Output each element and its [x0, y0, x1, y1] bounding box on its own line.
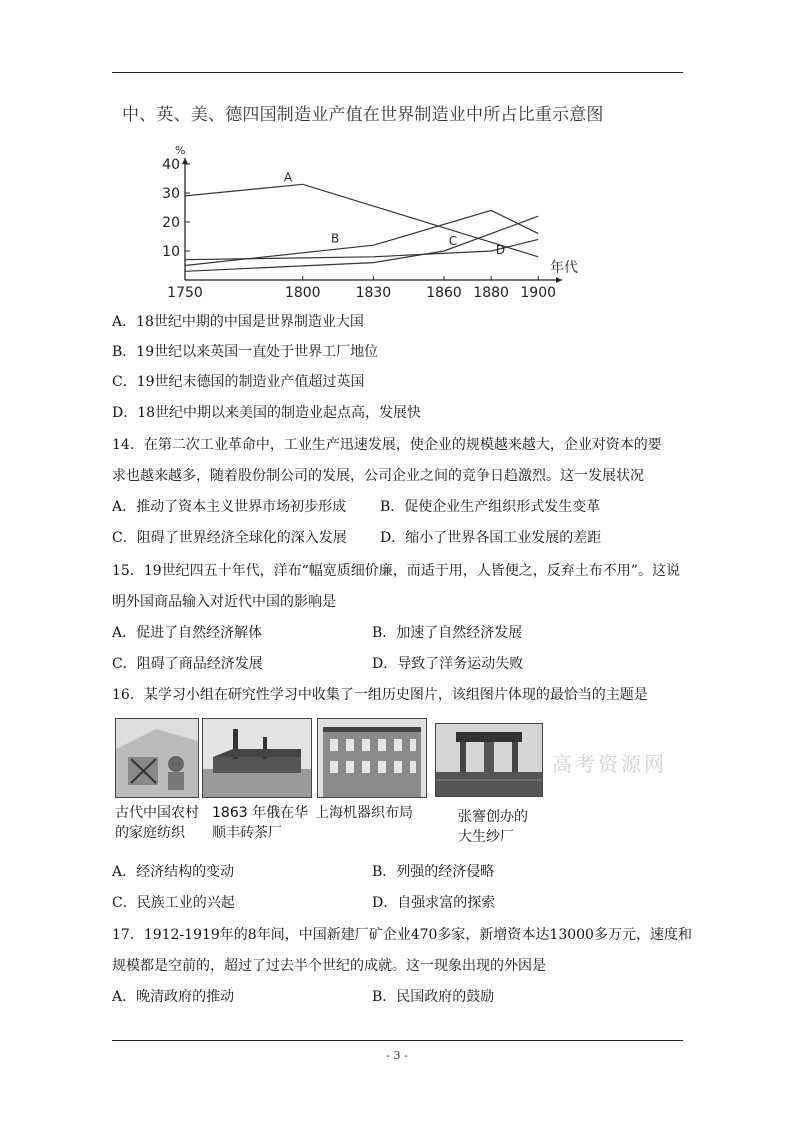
- series-label-D: D: [495, 242, 506, 257]
- q17-option-a[interactable]: A．晚清政府的推动: [112, 989, 235, 1005]
- q13-option-a[interactable]: A．18世纪中期的中国是世界制造业大国: [112, 314, 364, 330]
- x-tick-label-1860: 1860: [426, 285, 462, 300]
- series-label-B: B: [331, 231, 340, 246]
- q16-option-b[interactable]: B．列强的经济侵略: [372, 864, 495, 880]
- watermark: 高考资源网: [552, 752, 667, 776]
- photo-caption-4-line-1: 张謇创办的: [458, 809, 528, 825]
- page-number: - 3 -: [386, 1049, 408, 1062]
- q16-stem: 16．某学习小组在研究性学习中收集了一组历史图片，该组图片体现的最恰当的主题是: [112, 687, 648, 703]
- photo-shanghai-textile-bureau: [317, 718, 427, 798]
- photo-dasheng-mill: [435, 723, 543, 797]
- q14-option-b[interactable]: B．促使企业生产组织形式发生变革: [380, 499, 601, 515]
- q15-stem-line-2: 明外国商品输入对近代中国的影响是: [112, 594, 336, 610]
- photo-caption-2-line-2: 顺丰砖茶厂: [212, 825, 282, 841]
- q16-option-a[interactable]: A．经济结构的变动: [112, 864, 235, 880]
- q13-option-c[interactable]: C．19世纪末德国的制造业产值超过英国: [112, 374, 365, 390]
- q15-option-b[interactable]: B．加速了自然经济发展: [372, 625, 523, 641]
- q13-option-b[interactable]: B．19世纪以来英国一直处于世界工厂地位: [112, 344, 379, 360]
- q14-stem-line-2: 求也越来越多，随着股份制公司的发展，公司企业之间的竞争日趋激烈。这一发展状况: [112, 468, 644, 484]
- y-tick-label-20: 20: [162, 215, 180, 231]
- photo-caption-3-line-1: 上海机器织布局: [315, 805, 413, 821]
- photo-caption-1-line-2: 的家庭纺织: [115, 825, 185, 841]
- y-axis-arrow: [182, 158, 188, 164]
- photo-caption-4-line-2: 大生纱厂: [458, 829, 514, 845]
- q16-option-c[interactable]: C．民族工业的兴起: [112, 895, 235, 911]
- q15-option-a[interactable]: A．促进了自然经济解体: [112, 625, 263, 641]
- y-axis-label: %: [175, 144, 186, 157]
- q15-option-d[interactable]: D．导致了洋务运动失败: [372, 656, 524, 672]
- q14-option-a[interactable]: A．推动了资本主义世界市场初步形成: [112, 499, 347, 515]
- x-tick-label-1800: 1800: [284, 285, 321, 300]
- q15-stem-line-1: 15．19世纪四五十年代，洋布“幅宽质细价廉，而适于用，人皆便之，反弃土布不用”。这说: [112, 563, 680, 579]
- photo-caption-2-line-1: 1863 年俄在华: [212, 805, 309, 821]
- series-line-D: [185, 239, 538, 259]
- q17-option-b[interactable]: B．民国政府的鼓励: [372, 989, 495, 1005]
- y-tick-label-30: 30: [162, 186, 180, 202]
- bottom-rule: [112, 1040, 683, 1041]
- x-tick-label-1900: 1900: [520, 285, 557, 300]
- q16-option-d[interactable]: D．自强求富的探索: [372, 895, 496, 911]
- y-tick-label-10: 10: [162, 244, 180, 260]
- q13-option-d[interactable]: D．18世纪中期以来美国的制造业起点高，发展快: [112, 405, 422, 421]
- photo-caption-1-line-1: 古代中国农村: [115, 805, 199, 821]
- series-label-A: A: [283, 170, 293, 185]
- y-tick-label-40: 40: [162, 157, 180, 173]
- x-tick-label-1880: 1880: [473, 285, 509, 300]
- q14-option-c[interactable]: C．阻碍了世界经济全球化的深入发展: [112, 530, 347, 546]
- series-label-C: C: [448, 234, 458, 249]
- line-chart: [150, 140, 590, 300]
- x-axis-arrow: [556, 277, 562, 283]
- q14-option-d[interactable]: D．缩小了世界各国工业发展的差距: [380, 530, 602, 546]
- q17-stem-line-1: 17．1912-1919年的8年间，中国新建厂矿企业470多家，新增资本达13000多万元，速度和: [112, 927, 692, 943]
- x-tick-label-1830: 1830: [355, 285, 392, 300]
- x-axis-label: 年代: [550, 260, 578, 276]
- x-tick-label-1750: 1750: [167, 285, 203, 300]
- photo-home-weaving: [115, 718, 199, 798]
- series-line-C: [185, 216, 538, 271]
- chart-title: 中、英、美、德四国制造业产值在世界制造业中所占比重示意图: [122, 105, 604, 125]
- q15-option-c[interactable]: C．阻碍了商品经济发展: [112, 656, 263, 672]
- photo-brick-tea-factory: [202, 718, 312, 798]
- q16-photo-strip: [115, 718, 555, 850]
- top-rule: [112, 72, 683, 73]
- q17-stem-line-2: 规模都是空前的，超过了过去半个世纪的成就。这一现象出现的外因是: [112, 958, 546, 974]
- q14-stem-line-1: 14．在第二次工业革命中，工业生产迅速发展，使企业的规模越来越大，企业对资本的要: [112, 437, 662, 453]
